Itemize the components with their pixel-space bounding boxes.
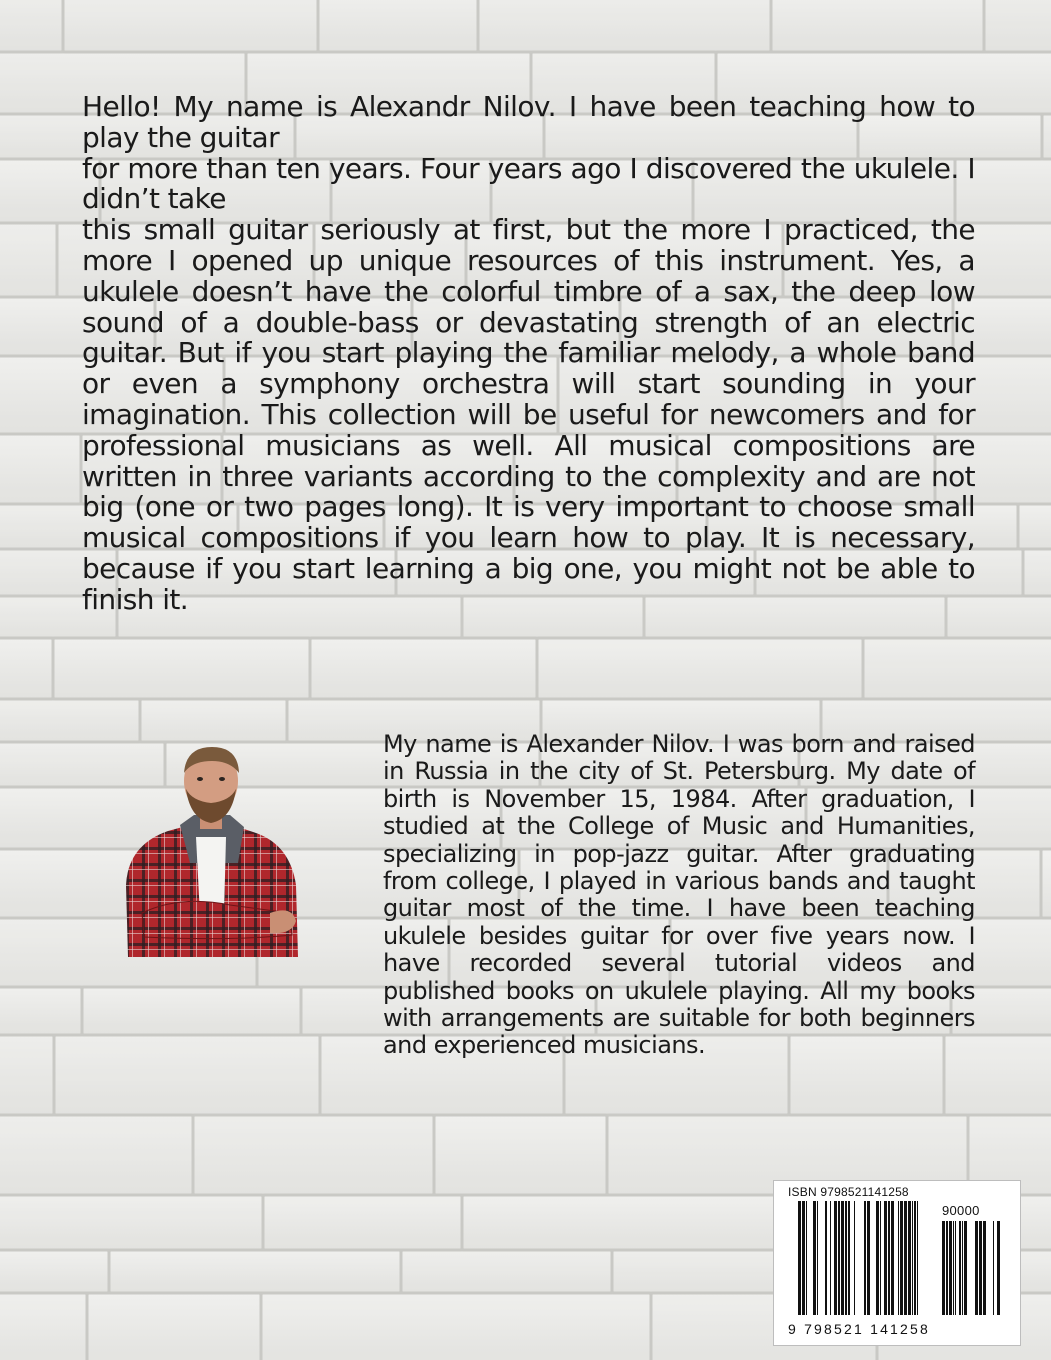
barcode-bar — [898, 1201, 899, 1315]
wall-stone — [54, 1035, 320, 1115]
wall-stone — [63, 0, 318, 52]
wall-stone — [263, 1195, 462, 1250]
barcode-bar — [884, 1201, 887, 1315]
wall-stone — [1042, 114, 1051, 159]
wall-stone — [82, 987, 301, 1035]
barcode-bar — [900, 1201, 903, 1315]
barcode-bar — [841, 1201, 844, 1315]
barcode-bar — [942, 1221, 945, 1315]
wall-stone — [53, 638, 310, 699]
wall-stone — [0, 638, 53, 699]
barcode-bar — [838, 1201, 840, 1315]
barcode-bar — [817, 1201, 818, 1315]
barcode-bar — [825, 1201, 827, 1315]
barcode-bar — [848, 1201, 850, 1315]
wall-stone — [0, 1195, 263, 1250]
wall-stone — [401, 1250, 612, 1293]
price-code: 90000 — [942, 1203, 980, 1218]
wall-stone — [87, 1293, 261, 1360]
barcode-bar — [813, 1201, 816, 1315]
wall-stone — [984, 0, 1051, 52]
barcode-bar — [964, 1221, 967, 1315]
barcode-bar — [888, 1201, 890, 1315]
wall-stone — [0, 699, 140, 742]
barcode-bar — [953, 1221, 954, 1315]
barcode-bar — [962, 1221, 963, 1315]
barcode-bar — [959, 1221, 961, 1315]
intro-line-1: Hello! My name is Alexandr Nilov. I have been teaching how to play the guitar — [82, 90, 975, 154]
barcode-bar — [983, 1221, 986, 1315]
wall-stone — [0, 434, 81, 504]
barcode-bar — [979, 1221, 982, 1315]
wall-stone — [0, 1250, 109, 1293]
isbn-barcode — [773, 1180, 1021, 1346]
barcode-bar — [955, 1221, 956, 1315]
author-bio: My name is Alexander Nilov. I was born and raised in Russia in the city of St. Petersburg. My date of birth is November 15, 1984. After graduation, I studied at the College of Music and Humanities, specializing in pop-jazz guitar. After graduating from college, I played in various bands and taught guitar most of the time. I have been teaching ukulele besides guitar for over five years now. I have recorded several tutorial videos and published books on ukulele playing. All my books with arrangements are suitable for both beginners and experienced musicians. — [383, 730, 975, 1060]
barcode-bar — [876, 1201, 879, 1315]
wall-stone — [109, 1250, 401, 1293]
wall-stone — [434, 1115, 607, 1195]
barcode-bar — [946, 1221, 948, 1315]
barcode-bar — [975, 1221, 978, 1315]
barcode-bar — [917, 1201, 918, 1315]
wall-stone — [863, 638, 1051, 699]
barcode-bar — [867, 1201, 870, 1315]
wall-stone — [1041, 849, 1051, 918]
wall-stone — [0, 1115, 193, 1195]
wall-stone — [261, 1293, 651, 1360]
wall-stone — [0, 223, 57, 297]
barcode-bar — [802, 1201, 805, 1315]
barcode-bar — [845, 1201, 847, 1315]
barcode-bar — [880, 1201, 881, 1315]
wall-stone — [140, 699, 287, 742]
wall-stone — [0, 0, 63, 52]
author-photo — [120, 745, 302, 957]
wall-stone — [193, 1115, 434, 1195]
wall-stone — [310, 638, 537, 699]
barcode-bar — [904, 1201, 907, 1315]
wall-stone — [537, 638, 863, 699]
barcode-bar — [806, 1201, 807, 1315]
wall-stone — [0, 1035, 54, 1115]
intro-line-3: this small guitar seriously at first, but the more I practiced, the more I opened up unique resources of this instrument. Yes, a ukulele doesn’t have the colorful timbre of a sax, the deep low sound of a double-bass or devastating strength of an electric guitar. But if you start playing the familiar melody, a whole band or even a symphony orchestra will start sounding in your imagination. This collection will be useful for newcomers and for professional musicians as well. All musical compositions are written in three variants according to the complexity and are not big (one or two pages long). It is very important to choose small musical compositions if you learn how to play. It is necessary, because if you start learning a big one, you might not be able to finish it. — [82, 213, 975, 616]
wall-stone — [478, 0, 771, 52]
wall-stone — [771, 0, 984, 52]
barcode-bar — [993, 1221, 994, 1315]
intro-line-2: for more than ten years. Four years ago I discovered the ukulele. I didn’t take — [82, 151, 975, 216]
isbn-digits: 9 798521 141258 — [788, 1321, 930, 1337]
wall-stone — [318, 0, 478, 52]
barcode-bar — [997, 1221, 1000, 1315]
barcode-bar — [949, 1221, 952, 1315]
barcode-bar — [912, 1201, 913, 1315]
isbn-label: ISBN 9798521141258 — [788, 1185, 909, 1199]
wall-stone — [0, 987, 82, 1035]
barcode-bar — [798, 1201, 801, 1315]
barcode-bar — [834, 1201, 837, 1315]
wall-stone — [0, 1293, 87, 1360]
barcode-bar — [908, 1201, 911, 1315]
barcode-bar — [914, 1201, 916, 1315]
barcode-bar — [830, 1201, 831, 1315]
wall-stone — [1018, 504, 1051, 549]
barcode-bar — [891, 1201, 894, 1315]
barcode-bar — [854, 1201, 855, 1315]
barcode-bar — [864, 1201, 866, 1315]
wall-stone — [1023, 549, 1051, 596]
intro-paragraph — [82, 92, 975, 616]
